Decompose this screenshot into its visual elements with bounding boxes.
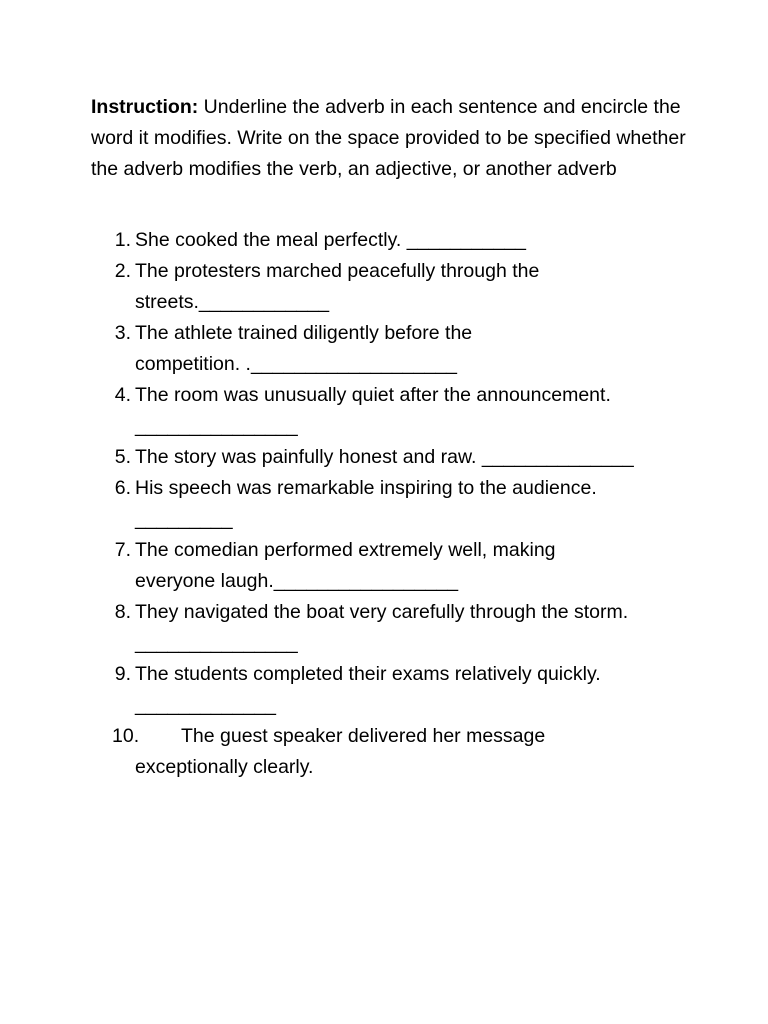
item-number: 6. [114,477,131,499]
item-number: 10. [112,725,140,747]
list-item [0,473,695,535]
instruction-paragraph [91,92,691,185]
item-text: The comedian performed extremely well, making [135,539,556,561]
instruction-label: Instruction: [91,96,199,118]
item-text: The students completed their exams relatively quickly. [135,663,601,685]
list-item [0,225,695,256]
list-item [0,256,695,318]
item-text: The story was painfully honest and raw. ______________ [135,446,634,468]
list-item [0,442,695,473]
item-text: The protesters marched peacefully through the [135,260,540,282]
item-number: 2. [114,260,131,282]
item-number: 7. [114,539,131,561]
item-number: 1. [114,229,131,251]
list-item [0,380,695,442]
list-item [0,535,695,597]
item-text: His speech was remarkable inspiring to the audience. [135,477,597,499]
item-text-continued: streets.____________ [135,291,330,313]
item-text-continued: competition. .___________________ [135,353,458,375]
list-item [0,659,695,721]
item-text: The guest speaker delivered her message [181,725,546,747]
item-number: 4. [114,384,131,406]
list-item [0,318,695,380]
item-text-continued: _______________ [135,415,298,437]
item-number: 8. [114,601,131,623]
item-text-continued: everyone laugh._________________ [135,570,459,592]
item-text: She cooked the meal perfectly. ___________ [135,229,526,251]
item-text: The athlete trained diligently before the [135,322,473,344]
item-text: The room was unusually quiet after the announcement. [135,384,611,406]
item-text-continued: _________ [135,508,233,530]
item-text-continued: _____________ [135,694,276,716]
item-number: 5. [114,446,131,468]
item-number: 3. [114,322,131,344]
item-text-continued: exceptionally clearly. [135,756,314,778]
list-item [0,721,695,783]
item-text-continued: _______________ [135,632,298,654]
exercise-list [0,225,768,783]
list-item [0,597,695,659]
instruction-text: Underline the adverb in each sentence and encircle the word it modifies. Write on the space provided to be specified whether the adverb modifies the verb, an adjective, or another adverb [91,96,686,180]
item-text: They navigated the boat very carefully through the storm. [135,601,629,623]
item-number: 9. [114,663,131,685]
